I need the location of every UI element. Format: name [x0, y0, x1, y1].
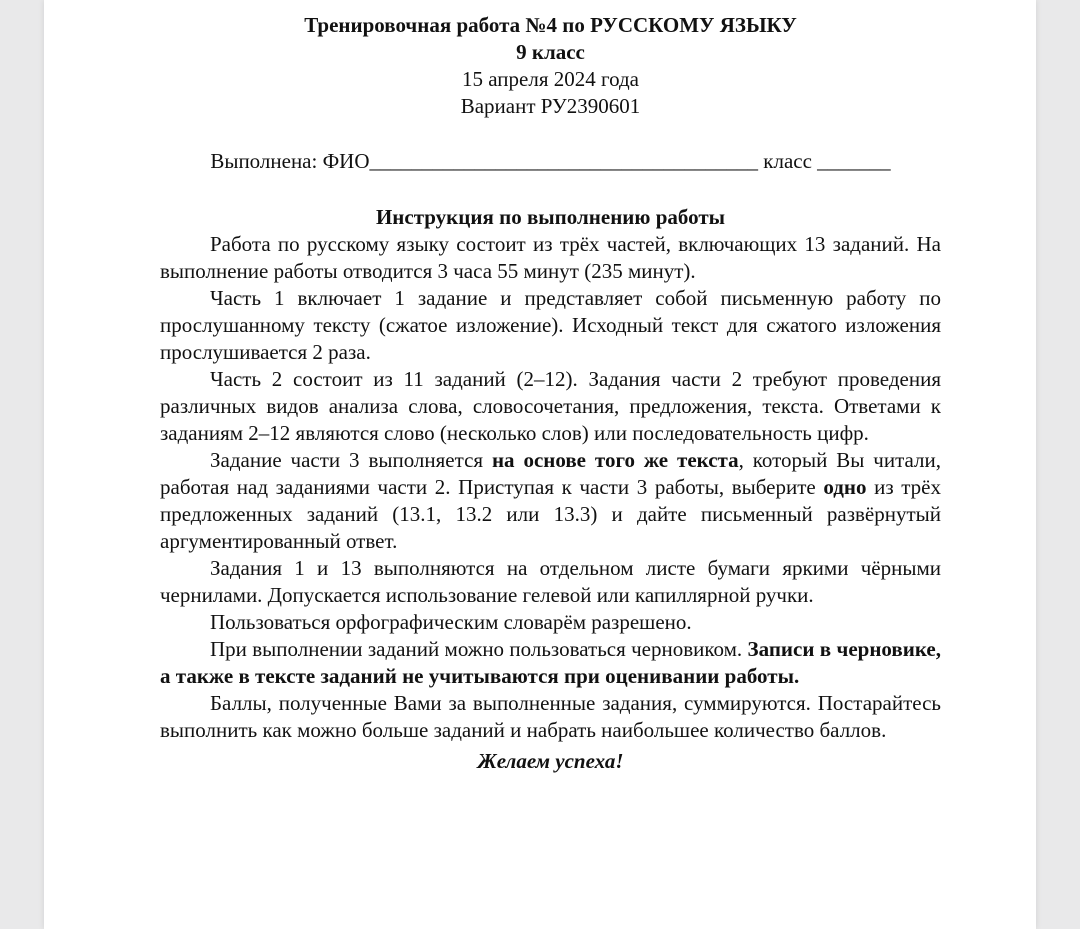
paragraph-4-part-e: из трёх предложенных заданий (13.1, 13.2 или 13.3) и дайте письменный развёрнутый аргументированный ответ. [160, 475, 941, 553]
good-luck-wish: Желаем успеха! [477, 749, 624, 773]
document-title: Тренировочная работа №4 по РУССКОМУ ЯЗЫКУ [304, 13, 797, 37]
document-content [160, 12, 941, 775]
paragraph-4-part-c: , который Вы читали, работая над заданиями части 2. Приступая к части 3 работы, выберите [160, 448, 941, 499]
instruction-heading: Инструкция по выполнению работы [375, 205, 726, 229]
document-page [44, 0, 1036, 929]
grade-label: 9 класс [516, 40, 585, 64]
class-blank-line: _______ [817, 149, 891, 173]
paragraph-7-part-a: При выполнении заданий можно пользоваться черновиком. [210, 637, 748, 661]
paragraph-3: Часть 2 состоит из 11 заданий (2–12). Задания части 2 требуют проведения различных видов анализа слова, словосочетания, предложения, текста. Ответами к заданиям 2–12 являются слово (несколько слов) или последовательность цифр. [160, 367, 941, 445]
paragraph-7-bold-drafts: Записи в черновике, а также в тексте заданий не учитываются при оценивании работы. [160, 637, 941, 688]
student-fields [160, 148, 941, 175]
class-label: класс [763, 149, 812, 173]
completed-label: Выполнена: ФИО [210, 149, 370, 173]
paragraph-4-bold-one: одно [823, 475, 867, 499]
paragraph-4-bold-same-text: на основе того же текста [491, 448, 739, 472]
paragraph-2: Часть 1 включает 1 задание и представляет собой письменную работу по прослушанному тексту (сжатое изложение). Исходный текст для сжатого изложения прослушивается 2 раза. [160, 286, 941, 364]
paragraph-1: Работа по русскому языку состоит из трёх частей, включающих 13 заданий. На выполнение работы отводится 3 часа 55 минут (235 минут). [160, 232, 941, 283]
paragraph-7 [160, 636, 941, 690]
paragraph-4 [160, 447, 941, 555]
paragraph-4-part-a: Задание части 3 выполняется [210, 448, 492, 472]
date-label: 15 апреля 2024 года [462, 67, 639, 91]
paragraph-8: Баллы, полученные Вами за выполненные задания, суммируются. Постарайтесь выполнить как можно больше заданий и набрать наибольшее количество баллов. [160, 691, 941, 742]
paragraph-5: Задания 1 и 13 выполняются на отдельном листе бумаги яркими чёрными чернилами. Допускается использование гелевой или капиллярной ручки. [160, 556, 941, 607]
paragraph-6: Пользоваться орфографическим словарём разрешено. [210, 610, 692, 634]
variant-label: Вариант РУ2390601 [460, 94, 641, 118]
fio-blank-line: _____________________________________ [369, 149, 759, 173]
